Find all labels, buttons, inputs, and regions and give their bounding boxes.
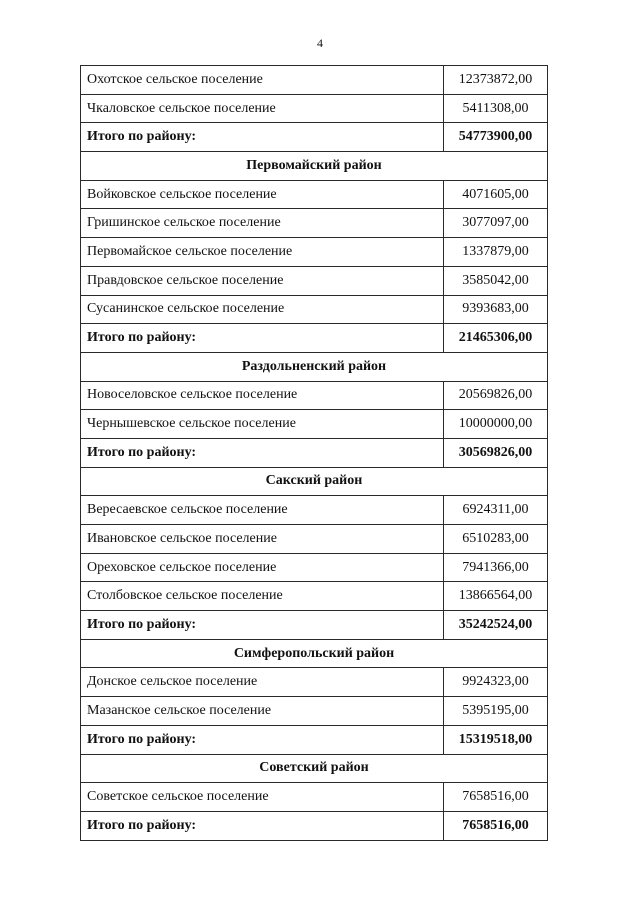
settlement-amount: 7941366,00 bbox=[444, 553, 548, 582]
total-label: Итого по району: bbox=[81, 123, 444, 152]
district-total-row bbox=[81, 811, 548, 840]
settlement-row bbox=[81, 266, 548, 295]
settlement-name: Войковское сельское поселение bbox=[81, 180, 444, 209]
total-amount: 30569826,00 bbox=[444, 438, 548, 467]
settlement-name: Чкаловское сельское поселение bbox=[81, 94, 444, 123]
settlement-name: Ореховское сельское поселение bbox=[81, 553, 444, 582]
settlement-row bbox=[81, 209, 548, 238]
district-total-row bbox=[81, 611, 548, 640]
settlement-amount: 1337879,00 bbox=[444, 238, 548, 267]
total-label: Итого по району: bbox=[81, 438, 444, 467]
settlement-row bbox=[81, 410, 548, 439]
district-total-row bbox=[81, 438, 548, 467]
page-number: 4 bbox=[317, 36, 323, 50]
settlement-amount: 3077097,00 bbox=[444, 209, 548, 238]
table-body bbox=[81, 66, 548, 841]
district-header-row bbox=[81, 639, 548, 668]
settlement-amount: 5411308,00 bbox=[444, 94, 548, 123]
settlement-row bbox=[81, 496, 548, 525]
district-header-row bbox=[81, 467, 548, 496]
total-label: Итого по району: bbox=[81, 324, 444, 353]
settlement-name: Охотское сельское поселение bbox=[81, 66, 444, 95]
total-amount: 35242524,00 bbox=[444, 611, 548, 640]
total-amount: 7658516,00 bbox=[444, 811, 548, 840]
settlement-row bbox=[81, 783, 548, 812]
settlement-name: Ивановское сельское поселение bbox=[81, 525, 444, 554]
settlement-name: Гришинское сельское поселение bbox=[81, 209, 444, 238]
district-header-row bbox=[81, 152, 548, 181]
settlement-row bbox=[81, 525, 548, 554]
settlement-amount: 7658516,00 bbox=[444, 783, 548, 812]
settlement-row bbox=[81, 381, 548, 410]
total-amount: 54773900,00 bbox=[444, 123, 548, 152]
district-name: Сакский район bbox=[81, 467, 548, 496]
settlement-amount: 9924323,00 bbox=[444, 668, 548, 697]
settlement-amount: 20569826,00 bbox=[444, 381, 548, 410]
settlement-amount: 6510283,00 bbox=[444, 525, 548, 554]
district-header-row bbox=[81, 754, 548, 783]
district-total-row bbox=[81, 324, 548, 353]
settlement-name: Мазанское сельское поселение bbox=[81, 697, 444, 726]
settlement-amount: 3585042,00 bbox=[444, 266, 548, 295]
total-label: Итого по району: bbox=[81, 811, 444, 840]
settlement-row bbox=[81, 295, 548, 324]
settlement-name: Советское сельское поселение bbox=[81, 783, 444, 812]
settlement-row bbox=[81, 180, 548, 209]
settlement-row bbox=[81, 94, 548, 123]
settlement-name: Первомайское сельское поселение bbox=[81, 238, 444, 267]
district-total-row bbox=[81, 725, 548, 754]
settlement-amount: 6924311,00 bbox=[444, 496, 548, 525]
district-name: Советский район bbox=[81, 754, 548, 783]
total-label: Итого по району: bbox=[81, 611, 444, 640]
settlement-row bbox=[81, 668, 548, 697]
settlement-row bbox=[81, 66, 548, 95]
settlement-name: Донское сельское поселение bbox=[81, 668, 444, 697]
settlement-row bbox=[81, 238, 548, 267]
total-amount: 21465306,00 bbox=[444, 324, 548, 353]
settlement-amount: 12373872,00 bbox=[444, 66, 548, 95]
settlement-row bbox=[81, 582, 548, 611]
settlement-name: Чернышевское сельское поселение bbox=[81, 410, 444, 439]
settlement-amount: 9393683,00 bbox=[444, 295, 548, 324]
settlement-amount: 10000000,00 bbox=[444, 410, 548, 439]
total-amount: 15319518,00 bbox=[444, 725, 548, 754]
settlement-name: Новоселовское сельское поселение bbox=[81, 381, 444, 410]
settlement-budget-table bbox=[80, 65, 548, 841]
district-header-row bbox=[81, 352, 548, 381]
district-total-row bbox=[81, 123, 548, 152]
district-name: Раздольненский район bbox=[81, 352, 548, 381]
settlement-name: Вересаевское сельское поселение bbox=[81, 496, 444, 525]
district-name: Первомайский район bbox=[81, 152, 548, 181]
settlement-name: Столбовское сельское поселение bbox=[81, 582, 444, 611]
settlement-name: Сусанинское сельское поселение bbox=[81, 295, 444, 324]
district-name: Симферопольский район bbox=[81, 639, 548, 668]
settlement-row bbox=[81, 697, 548, 726]
settlement-amount: 13866564,00 bbox=[444, 582, 548, 611]
settlement-row bbox=[81, 553, 548, 582]
settlement-name: Правдовское сельское поселение bbox=[81, 266, 444, 295]
settlement-amount: 4071605,00 bbox=[444, 180, 548, 209]
total-label: Итого по району: bbox=[81, 725, 444, 754]
settlement-amount: 5395195,00 bbox=[444, 697, 548, 726]
